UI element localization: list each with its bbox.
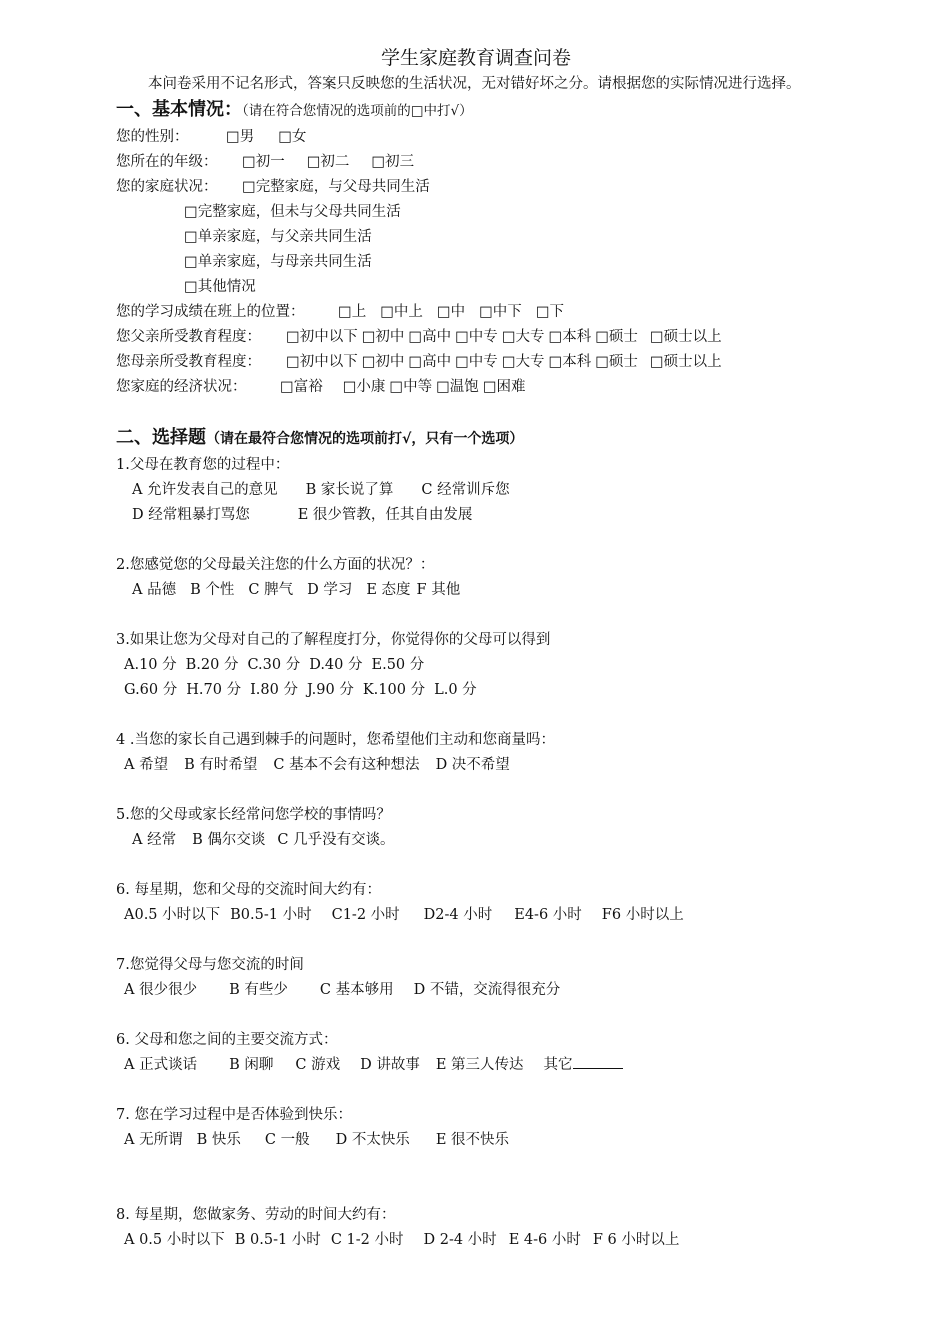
answer-option[interactable]: D 经常粗暴打骂您	[132, 507, 250, 523]
answer-line	[116, 1128, 836, 1153]
answer-option[interactable]: C 脾气	[248, 582, 294, 598]
answer-option[interactable]: D 讲故事	[360, 1057, 420, 1073]
answer-option[interactable]: A 无所谓	[124, 1132, 183, 1148]
intro-text: 本问卷采用不记名形式，答案只反映您的生活状况，无对错好坏之分。请根据您的实际情况进行选择。	[148, 76, 801, 92]
rank-row	[116, 300, 836, 325]
answer-option[interactable]: C 经常训斥您	[421, 482, 510, 498]
option-family-4[interactable]: □单亲家庭，与母亲共同生活	[184, 254, 372, 270]
option-economy-3[interactable]: □中等	[389, 379, 433, 395]
section2-title: 二、选择题	[116, 427, 206, 448]
option-female[interactable]: □女	[278, 129, 307, 145]
answer-option[interactable]: B 闲聊	[229, 1057, 274, 1073]
answer-option[interactable]: D2-4 小时	[423, 907, 493, 923]
father-edu-row	[116, 325, 836, 350]
answer-option[interactable]: D 不错，交流得很充分	[413, 982, 561, 998]
answer-option[interactable]: L.0 分	[434, 682, 477, 698]
option-father-edu-2[interactable]: □初中	[361, 329, 405, 345]
section1-heading	[116, 96, 836, 125]
answer-option[interactable]: E 4-6 小时	[508, 1232, 581, 1248]
questionnaire-page	[116, 44, 836, 1278]
answer-option[interactable]: 其它	[543, 1057, 573, 1073]
answer-option[interactable]: D 不太快乐	[335, 1132, 410, 1148]
option-mother-edu-3[interactable]: □高中	[408, 354, 452, 370]
answer-option[interactable]: B0.5-1 小时	[230, 907, 312, 923]
option-family-3[interactable]: □单亲家庭，与父亲共同生活	[184, 229, 372, 245]
answer-option[interactable]: C 基本够用	[319, 982, 394, 998]
family-label: 您的家庭状况：	[116, 179, 218, 195]
option-family-2[interactable]: □完整家庭，但未与父母共同生活	[184, 204, 401, 220]
question-8	[116, 1028, 836, 1078]
other-blank-line[interactable]	[573, 1054, 623, 1069]
option-grade-2[interactable]: □初二	[306, 154, 350, 170]
answer-option[interactable]: E4-6 小时	[514, 907, 582, 923]
option-mother-edu-6[interactable]: □本科	[548, 354, 592, 370]
answer-option[interactable]: A 品德	[132, 582, 177, 598]
answer-option[interactable]: A 正式谈话	[124, 1057, 198, 1073]
family-row-5	[116, 275, 836, 300]
question-text: 6. 父母和您之间的主要交流方式：	[116, 1032, 338, 1048]
question-10	[116, 1203, 836, 1253]
answer-option[interactable]: B 0.5-1 小时	[234, 1232, 321, 1248]
answer-option[interactable]: A 很少很少	[124, 982, 198, 998]
option-rank-4[interactable]: □中下	[479, 304, 522, 320]
question-text: 2.您感觉您的父母最关注您的什么方面的状况？：	[116, 557, 435, 573]
option-economy-2[interactable]: □小康	[342, 379, 386, 395]
answer-option[interactable]: B 偶尔交谈	[192, 832, 266, 848]
grade-row	[116, 150, 836, 175]
gender-row	[116, 125, 836, 150]
answer-option[interactable]: D 学习	[307, 582, 353, 598]
question-text: 4 .当您的家长自己遇到棘手的问题时，您希望他们主动和您商量吗：	[116, 732, 555, 748]
grade-label: 您所在的年级：	[116, 154, 218, 170]
question-2	[116, 553, 836, 603]
family-row-4	[116, 250, 836, 275]
answer-option[interactable]: A 0.5 小时以下	[124, 1232, 225, 1248]
question-3	[116, 628, 836, 703]
family-row	[116, 175, 836, 200]
answer-option[interactable]: F 其他	[416, 582, 461, 598]
answer-line	[116, 1053, 836, 1078]
family-row-3	[116, 225, 836, 250]
option-rank-1[interactable]: □上	[338, 304, 367, 320]
answer-line	[116, 678, 836, 703]
option-economy-1[interactable]: □富裕	[280, 379, 323, 395]
answer-line	[116, 578, 836, 603]
answer-line	[116, 753, 836, 778]
answer-option[interactable]: C.30 分	[247, 657, 301, 673]
father-edu-label: 您父亲所受教育程度：	[116, 329, 261, 345]
answer-option[interactable]: A 允许发表自己的意见	[132, 482, 278, 498]
section1-note: （请在符合您情况的选项前的□中打√）	[242, 103, 473, 119]
answer-option[interactable]: C 1-2 小时	[330, 1232, 404, 1248]
question-text: 6. 每星期，您和父母的交流时间大约有：	[116, 882, 381, 898]
question-9	[116, 1103, 836, 1153]
answer-option[interactable]: D.40 分	[309, 657, 363, 673]
option-grade-1[interactable]: □初一	[242, 154, 285, 170]
gender-label: 您的性别：	[116, 129, 189, 145]
option-rank-2[interactable]: □中上	[380, 304, 423, 320]
option-economy-4[interactable]: □温饱	[436, 379, 479, 395]
answer-option[interactable]: A 经常	[132, 832, 177, 848]
option-father-edu-4[interactable]: □中专	[455, 329, 498, 345]
family-row-2	[116, 200, 836, 225]
option-economy-5[interactable]: □困难	[482, 379, 526, 395]
answer-option[interactable]: A.10 分	[124, 657, 177, 673]
question-1	[116, 453, 836, 528]
answer-option[interactable]: A 希望	[124, 757, 169, 773]
mother-edu-row	[116, 350, 836, 375]
answer-option[interactable]: F 6 小时以上	[592, 1232, 680, 1248]
answer-option[interactable]: C 基本不会有这种想法	[273, 757, 420, 773]
option-mother-edu-4[interactable]: □中专	[455, 354, 498, 370]
answer-option[interactable]: J.90 分	[306, 682, 354, 698]
option-mother-edu-2[interactable]: □初中	[361, 354, 405, 370]
mother-edu-label: 您母亲所受教育程度：	[116, 354, 261, 370]
answer-option[interactable]: C 游戏	[295, 1057, 341, 1073]
question-text: 7. 您在学习过程中是否体验到快乐：	[116, 1107, 352, 1123]
answer-option[interactable]: C1-2 小时	[331, 907, 400, 923]
question-text: 5.您的父母或家长经常问您学校的事情吗？	[116, 807, 391, 823]
section2-note: （请在最符合您情况的选项前打√，只有一个选项）	[206, 431, 524, 447]
section2-heading	[116, 424, 836, 453]
answer-option[interactable]: K.100 分	[362, 682, 426, 698]
question-text: 7.您觉得父母与您交流的时间	[116, 957, 304, 973]
answer-option[interactable]: B.20 分	[185, 657, 239, 673]
section1-title: 一、基本情况：	[116, 99, 242, 120]
option-father-edu-1[interactable]: □初中以下	[286, 329, 358, 345]
answer-line	[116, 478, 836, 503]
option-rank-5[interactable]: □下	[535, 304, 565, 320]
option-mother-edu-5[interactable]: □大专	[501, 354, 545, 370]
answer-option[interactable]: D 2-4 小时	[423, 1232, 497, 1248]
question-4	[116, 728, 836, 778]
economy-label: 您家庭的经济状况：	[116, 379, 247, 395]
answer-line	[116, 978, 836, 1003]
page-title: 学生家庭教育调查问卷	[380, 47, 571, 69]
option-father-edu-6[interactable]: □本科	[548, 329, 592, 345]
option-father-edu-7[interactable]: □硕士	[595, 329, 638, 345]
option-father-edu-3[interactable]: □高中	[408, 329, 452, 345]
answer-option[interactable]: B 个性	[190, 582, 235, 598]
question-text: 1.父母在教育您的过程中：	[116, 457, 290, 473]
answer-option[interactable]: F6 小时以上	[601, 907, 684, 923]
option-mother-edu-7[interactable]: □硕士	[595, 354, 638, 370]
answer-option[interactable]: H.70 分	[186, 682, 242, 698]
answer-option[interactable]: B 快乐	[196, 1132, 241, 1148]
rank-label: 您的学习成绩在班上的位置：	[116, 304, 305, 320]
answer-option[interactable]: I.80 分	[250, 682, 298, 698]
answer-option[interactable]: E.50 分	[371, 657, 425, 673]
option-father-edu-8[interactable]: □硕士以上	[649, 329, 722, 345]
option-family-5[interactable]: □其他情况	[184, 279, 256, 295]
question-text: 3.如果让您为父母对自己的了解程度打分，你觉得你的父母可以得到	[116, 632, 551, 648]
answer-option[interactable]: A0.5 小时以下	[124, 907, 221, 923]
option-grade-3[interactable]: □初三	[371, 154, 415, 170]
answer-option[interactable]: C 几乎没有交谈。	[277, 832, 395, 848]
answer-option[interactable]: E 第三人传达	[435, 1057, 524, 1073]
answer-line	[116, 903, 836, 928]
option-mother-edu-8[interactable]: □硕士以上	[649, 354, 722, 370]
answer-line	[116, 828, 836, 853]
answer-option[interactable]: E 态度	[366, 582, 411, 598]
option-rank-3[interactable]: □中	[436, 304, 466, 320]
question-text: 8. 每星期，您做家务、劳动的时间大约有：	[116, 1207, 396, 1223]
option-mother-edu-1[interactable]: □初中以下	[286, 354, 358, 370]
question-5	[116, 803, 836, 853]
answer-option[interactable]: B 有些少	[229, 982, 288, 998]
answer-option[interactable]: B 有时希望	[184, 757, 258, 773]
option-family-1[interactable]: □完整家庭，与父母共同生活	[242, 179, 430, 195]
question-6	[116, 878, 836, 928]
question-7	[116, 953, 836, 1003]
answer-option[interactable]: B 家长说了算	[305, 482, 394, 498]
answer-line	[116, 1228, 836, 1253]
answer-option[interactable]: E 很少管教，任其自由发展	[297, 507, 473, 523]
option-male[interactable]: □男	[226, 129, 255, 145]
answer-line	[116, 503, 836, 528]
answer-option[interactable]: E 很不快乐	[435, 1132, 510, 1148]
answer-line	[116, 653, 836, 678]
option-father-edu-5[interactable]: □大专	[501, 329, 545, 345]
answer-option[interactable]: D 决不希望	[435, 757, 510, 773]
answer-option[interactable]: G.60 分	[124, 682, 178, 698]
answer-option[interactable]: C 一般	[264, 1132, 310, 1148]
economy-row	[116, 375, 836, 400]
